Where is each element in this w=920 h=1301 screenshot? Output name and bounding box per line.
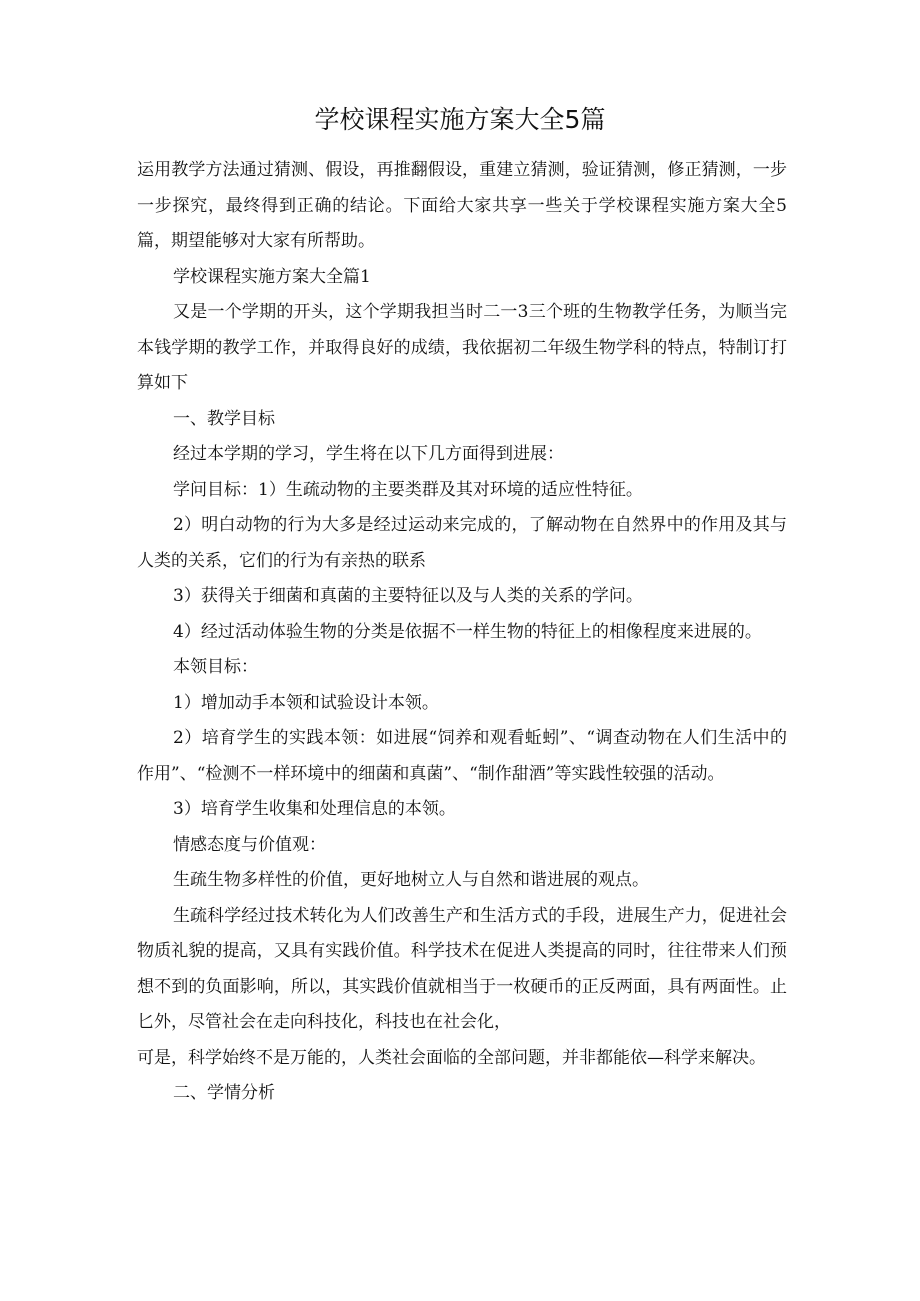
section-heading: 学校课程实施方案大全篇1 (173, 266, 371, 287)
paragraph: 学问目标：1）生疏动物的主要类群及其对环境的适应性特征。 (173, 479, 643, 500)
paragraph: 可是，科学始终不是万能的，人类社会面临的全部问题，并非都能依—科学来解决。 (137, 1047, 766, 1068)
section-heading: 一、教学目标 (173, 408, 275, 429)
paragraph: 情感态度与价值观： (173, 834, 326, 855)
paragraph: 3）培育学生收集和处理信息的本领。 (173, 799, 456, 819)
paragraph: 生疏生物多样性的价值，更好地树立人与自然和谐进展的观点。 (173, 870, 649, 890)
document-title: 学校课程实施方案大全5篇 (314, 105, 606, 134)
paragraph: 3）获得关于细菌和真菌的主要特征以及与人类的关系的学问。 (173, 586, 643, 606)
paragraph: 运用教学方法通过猜测、假设，再推翻假设，重建立猜测，验证猜测，修正猜测，一步一步探究，最终得到正确的结论。下面给大家共享一些关于学校课程实施方案大全5篇，期望能够对大家有所帮助。 (137, 160, 787, 251)
paragraph: 又是一个学期的开头，这个学期我担当时二一3三个班的生物教学任务，为顺当完本钱学期的教学工作，并取得良好的成绩，我依据初二年级生物学科的特点，特制订打算如下 (137, 302, 787, 393)
paragraph: 2）培育学生的实践本领：如进展“饲养和观看蚯蚓”、“调查动物在人们生活中的作用”、“检测不一样环境中的细菌和真菌”、“制作甜酒”等实践性较强的活动。 (137, 728, 787, 784)
section-heading: 二、学情分析 (173, 1083, 275, 1103)
paragraph: 4）经过活动体验生物的分类是依据不一样生物的特征上的相像程度来进展的。 (173, 621, 762, 642)
paragraph: 生疏科学经过技术转化为人们改善生产和生活方式的手段，进展生产力，促进社会物质礼貌的提高，又具有实践价值。科学技术在促进人类提高的同时，往往带来人们预想不到的负面影响，所以，其实践价值就相当于一枚硬币的正反两面，具有两面性。止匕外，尽管社会在走向科技化，科技也在社会化， (137, 905, 787, 1032)
paragraph: 经过本学期的学习，学生将在以下几方面得到进展： (173, 444, 564, 464)
document-body (137, 153, 787, 1112)
paragraph: 1）增加动手本领和试验设计本领。 (173, 692, 439, 713)
paragraph: 本领目标： (173, 657, 258, 677)
paragraph: 2）明白动物的行为大多是经过运动来完成的，了解动物在自然界中的作用及其与人类的关系，它们的行为有亲热的联系 (137, 515, 787, 571)
